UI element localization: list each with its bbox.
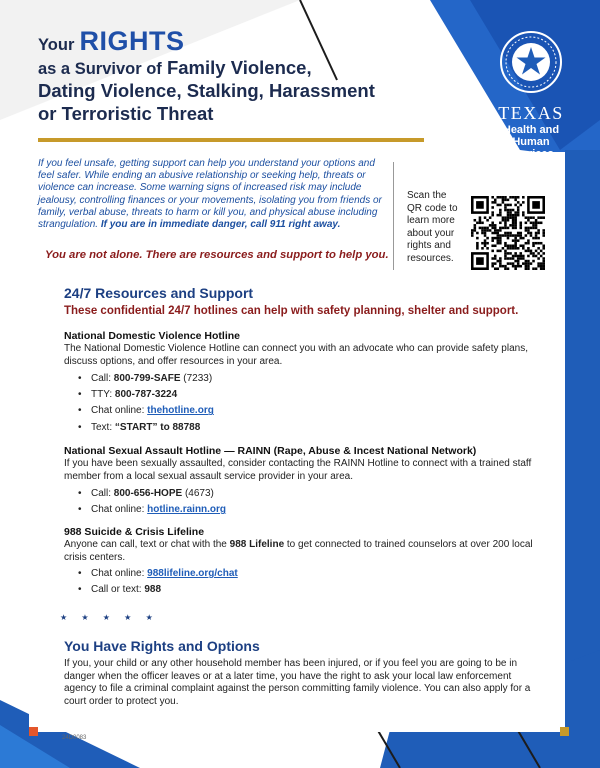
texas-seal-icon (499, 30, 563, 94)
qr-caption-line: learn more (407, 215, 455, 226)
title-line2-prefix: as a Survivor of (38, 59, 162, 78)
title-line3: Dating Violence, Stalking, Harassment (38, 80, 375, 101)
gold-square-decoration (560, 727, 569, 736)
orange-square-decoration (29, 727, 38, 736)
title-your: Your (38, 36, 75, 54)
qr-caption-line: resources. (407, 252, 454, 264)
logo-sub-line1: Health and Human (502, 124, 560, 148)
title-underline (38, 138, 424, 142)
title-line4: or Terroristic Threat (38, 102, 214, 124)
title-rights: RIGHTS (79, 26, 185, 56)
intro-emphasis: If you are in immediate danger, call 911 right away. (100, 219, 341, 231)
list-item: • Call: 800-656-HOPE (4673) (78, 486, 226, 502)
hotline-description: The National Domestic Violence Hotline can connect you with an advocate who can provide safety plans, discuss options, and offer resources in your area. (64, 343, 528, 367)
resources-heading: 24/7 Resources and Support (64, 285, 254, 301)
hotline-name: National Sexual Assault Hotline — RAINN (Rape, Abuse & Incest National Network) (64, 445, 477, 457)
logo-texas: TEXAS (498, 103, 564, 123)
web-link[interactable]: hotline.rainn.org (147, 504, 227, 516)
list-item: • Chat online: hotline.rainn.org (78, 502, 226, 518)
list-item: • Chat online: 988lifeline.org/chat (78, 566, 238, 582)
form-code: 24D0083 (62, 735, 87, 741)
title-line2-suffix: Family Violence, (166, 56, 312, 78)
intro-text: If you feel unsafe, getting support can help you understand your options and feel safer. While ending an abusive relationship or seeking help, threats or violence can increase. Some warning signs of increased risk may include jealousy, controlling finances or your movements, isolating you from friends or family, verbal abuse, threats to harm or kill you, and physical abuse including strangulation. (38, 158, 382, 231)
text-code: “START” to 88788 (114, 421, 201, 433)
star-divider: ★ ★ ★ ★ ★ (60, 613, 159, 622)
phone-number[interactable]: 800-787-3224 (114, 389, 178, 401)
hhs-logo (486, 30, 576, 160)
list-item: • Call: 800-799-SAFE (7233) (78, 371, 214, 387)
qr-caption-line: about your (407, 227, 455, 239)
vertical-divider (393, 162, 394, 270)
hotline-list (78, 566, 238, 598)
page-title (38, 26, 398, 125)
phone-number[interactable]: 800-799-SAFE (113, 373, 181, 384)
list-item: • Call or text: 988 (78, 582, 238, 598)
hotline-description: Anyone can call, text or chat with the 988 Lifeline to get connected to trained counselors at over 200 local crisis centers. (64, 539, 533, 563)
hotline-list (78, 371, 214, 436)
rights-body: If you, your child or any other household member has been injured, or if you feel you are going to be in danger when the officer leaves or at a later time, you have the right to ask your local law enforcement agency to file a criminal complaint against the person committing family violence. You can also apply for a court order to protect you. (64, 658, 531, 707)
qr-code-icon[interactable] (471, 196, 545, 270)
phone-number[interactable]: 800-656-HOPE (113, 488, 183, 499)
list-item: • TTY: 800-787-3224 (78, 387, 214, 403)
web-link[interactable]: 988lifeline.org/chat (147, 568, 238, 579)
intro-paragraph (38, 158, 382, 231)
qr-caption (407, 190, 467, 265)
hotline-list (78, 486, 226, 518)
resources-subheading: These confidential 24/7 hotlines can help with safety planning, shelter and support. (64, 305, 519, 317)
hotline-name: National Domestic Violence Hotline (64, 330, 241, 342)
phone-number[interactable]: 988 (144, 584, 162, 596)
list-item: • Chat online: thehotline.org (78, 403, 214, 419)
qr-caption-line: Scan the (407, 190, 447, 201)
web-link[interactable]: thehotline.org (147, 405, 214, 417)
rights-heading: You Have Rights and Options (64, 638, 260, 654)
list-item: • Text: “START” to 88788 (78, 420, 214, 436)
not-alone-text: You are not alone. There are resources and support to help you. (45, 249, 389, 261)
hotline-name: 988 Suicide & Crisis Lifeline (64, 526, 205, 538)
qr-caption-line: QR code to (407, 202, 458, 214)
hotline-description: If you have been sexually assaulted, consider contacting the RAINN Hotline to connect with a trained staff member from a local sexual assault service provider in your area. (64, 458, 532, 482)
logo-sub-line2: Services (508, 148, 554, 160)
qr-caption-line: rights and (407, 240, 451, 251)
